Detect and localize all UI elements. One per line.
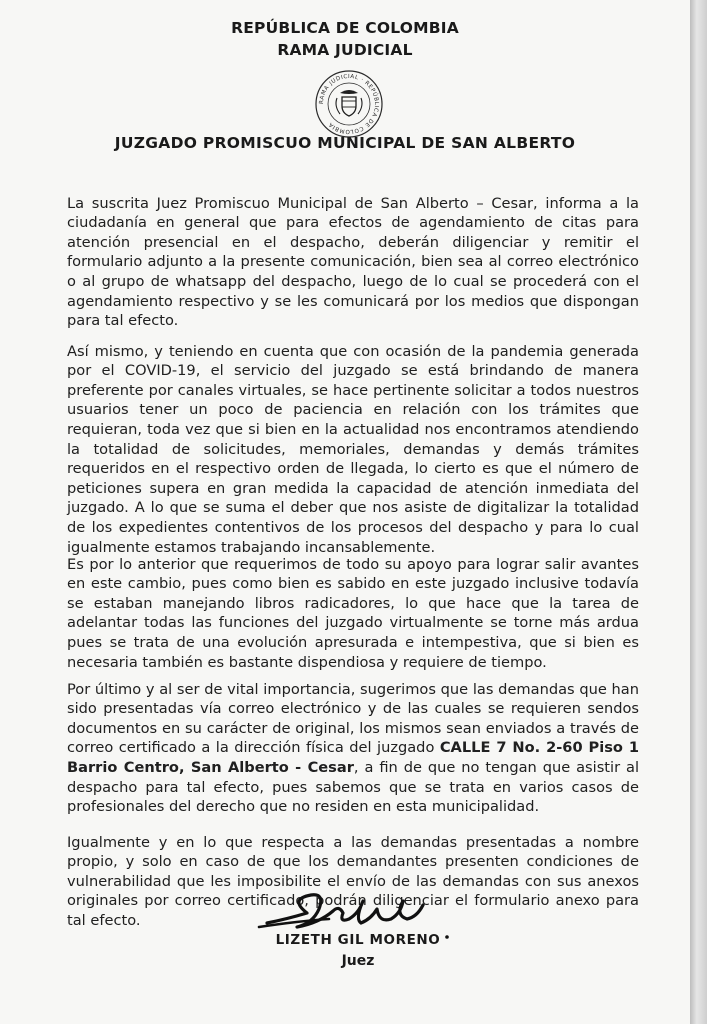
header-country: REPÚBLICA DE COLOMBIA xyxy=(231,19,459,37)
court-title: JUZGADO PROMISCUO MUNICIPAL DE SAN ALBERTO xyxy=(114,134,576,152)
paragraph-certified-mail-start: Por último y al ser de vital importancia, sugerimos que las demandas que han sido presentadas vía correo electrónico y de las cuales se requieren sendos documentos en su carácter de original, los mismos sean enviados a través de correo certificado a la dirección física del juzgado xyxy=(67,680,639,757)
paragraph-certified-mail-end: , a fin de que no tengan que asistir al despacho para tal efecto, pues sabemos que se trata en varios casos de profesionales del derecho que no residen en esta municipalidad. xyxy=(67,758,639,816)
header-branch: RAMA JUDICIAL xyxy=(277,41,413,59)
paragraph-vulnerable-plaintiffs: Igualmente y en lo que respecta a las demandas presentadas a nombre propio, y solo en caso de que los demandantes presenten condiciones de vulnerabilidad que les imposibilite el envío de las demandas con sus anexos originales por correo certificado, podrán diligenciar el formulario anexo para tal efecto. xyxy=(67,833,639,929)
coat-of-arms-icon xyxy=(313,68,385,140)
paragraph-appointments: La suscrita Juez Promiscuo Municipal de San Alberto – Cesar, informa a la ciudadanía en general que para efectos de agendamiento de citas para atención presencial en el despacho, deberán diligenciar y remitir el formulario adjunto a la presente comunicación, bien sea al correo electrónico o al grupo de whatsapp del despacho, luego de lo cual se procederá con el agendamiento respectivo y se les comunicará por los medios que dispongan para tal efecto. xyxy=(67,194,639,330)
document-header xyxy=(0,17,690,61)
page-edge xyxy=(690,0,707,1024)
paragraph-support: Es por lo anterior que requerimos de todo su apoyo para lograr salir avantes en este cambio, pues como bien es sabido en este juzgado inclusive todavía se estaban manejando libros radicadores, lo que hace que la tarea de adelantar todas las funciones del juzgado virtualmente se torne más ardua pues se trata de una evolución apresurada e intempestiva, que si bien es necesaria también es bastante dispendiosa y requiere de tiempo. xyxy=(67,555,639,671)
signer-role: Juez xyxy=(341,953,375,969)
paragraph-pandemic: Así mismo, y teniendo en cuenta que con ocasión de la pandemia generada por el COVID-19, el servicio del juzgado se está brindando de manera preferente por canales virtuales, se hace pertinente solicitar a todos nuestros usuarios tener un poco de paciencia en relación con los trámites que requieran, toda vez que si bien en la actualidad nos encontramos atendiendo la totalidad de solicitudes, memoriales, demandas y demás trámites requeridos en el respectivo orden de llegada, lo cierto es que el número de peticiones supera en gran medida la capacidad de atención inmediata del juzgado. A lo que se suma el deber que nos asiste de digitalizar la totalidad de los expedientes contentivos de los procesos del despacho y para lo cual igualmente estamos trabajando incansablemente. xyxy=(67,342,639,556)
seal-ring-text: RAMA JUDICIAL · REPÚBLICA DE COLOMBIA xyxy=(318,73,380,135)
paragraph-certified-mail xyxy=(67,680,639,817)
signer-name: LIZETH GIL MORENO xyxy=(275,932,441,948)
court-address: CALLE 7 No. 2-60 Piso 1 Barrio Centro, San Alberto - Cesar xyxy=(67,739,639,776)
